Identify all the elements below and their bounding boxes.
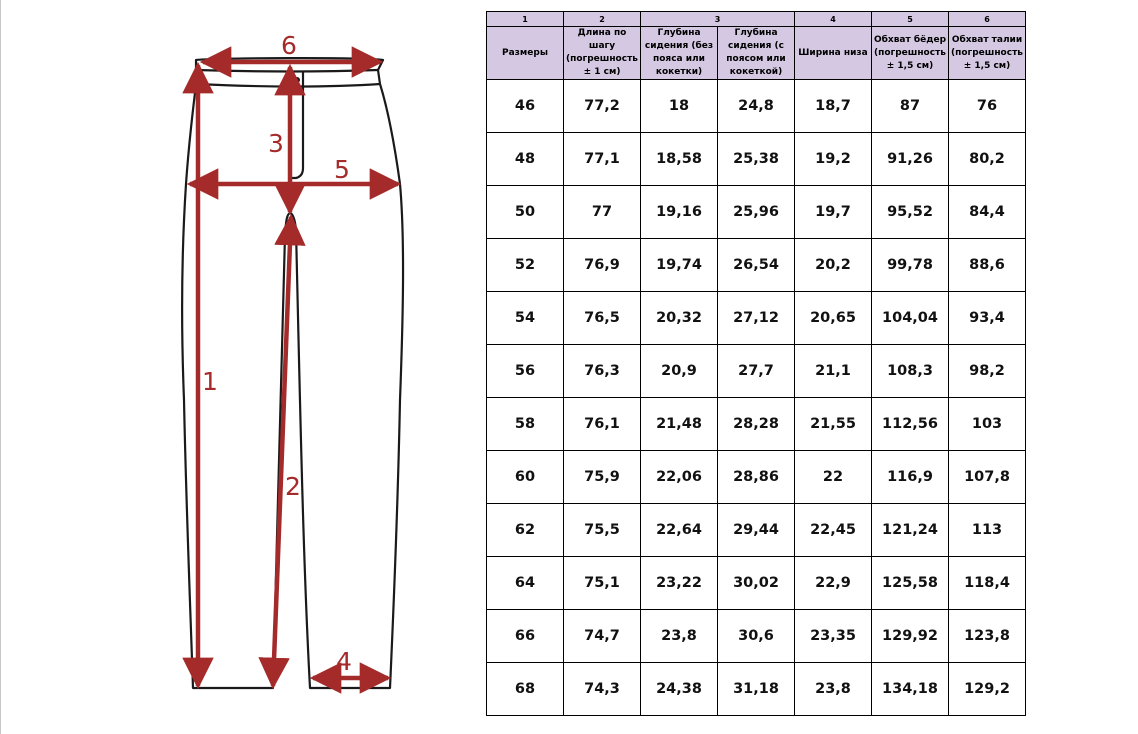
table-row — [487, 557, 1026, 610]
table-cell: 19,74 — [641, 239, 718, 292]
table-cell: 21,55 — [795, 398, 872, 451]
column-number: 4 — [795, 12, 872, 27]
header-hem-width: Ширина низа — [795, 27, 872, 80]
table-cell: 75,5 — [564, 504, 641, 557]
table-row — [487, 292, 1026, 345]
header-waist-girth: Обхват талии (погрешность ± 1,5 см) — [949, 27, 1026, 80]
trousers-drawing — [170, 30, 420, 700]
table-cell: 118,4 — [949, 557, 1026, 610]
table-cell: 19,2 — [795, 133, 872, 186]
table-cell: 23,8 — [641, 610, 718, 663]
header-rise-with-waistband: Глубина сидения (с поясом или кокеткой) — [718, 27, 795, 80]
table-cell: 28,86 — [718, 451, 795, 504]
label-4: 4 — [336, 647, 352, 676]
table-cell: 88,6 — [949, 239, 1026, 292]
trousers-diagram — [170, 30, 420, 700]
table-cell: 20,32 — [641, 292, 718, 345]
table-cell: 21,48 — [641, 398, 718, 451]
table-cell: 62 — [487, 504, 564, 557]
table-cell: 98,2 — [949, 345, 1026, 398]
table-row — [487, 80, 1026, 133]
table-cell: 56 — [487, 345, 564, 398]
table-row — [487, 504, 1026, 557]
table-cell: 20,65 — [795, 292, 872, 345]
table-cell: 76,3 — [564, 345, 641, 398]
table-cell: 18,58 — [641, 133, 718, 186]
table-cell: 116,9 — [872, 451, 949, 504]
table-cell: 68 — [487, 663, 564, 716]
table-cell: 25,96 — [718, 186, 795, 239]
table-body — [487, 80, 1026, 716]
table-cell: 23,22 — [641, 557, 718, 610]
table-cell: 27,7 — [718, 345, 795, 398]
table-cell: 77 — [564, 186, 641, 239]
column-number: 5 — [872, 12, 949, 27]
table-cell: 20,2 — [795, 239, 872, 292]
table-row — [487, 663, 1026, 716]
table-cell: 58 — [487, 398, 564, 451]
table-cell: 24,38 — [641, 663, 718, 716]
table-cell: 108,3 — [872, 345, 949, 398]
table-cell: 91,26 — [872, 133, 949, 186]
table-cell: 22 — [795, 451, 872, 504]
table-cell: 123,8 — [949, 610, 1026, 663]
table-cell: 107,8 — [949, 451, 1026, 504]
table-cell: 19,7 — [795, 186, 872, 239]
table-cell: 22,45 — [795, 504, 872, 557]
table-cell: 22,06 — [641, 451, 718, 504]
table-cell: 75,1 — [564, 557, 641, 610]
table-cell: 24,8 — [718, 80, 795, 133]
page-edge-line — [0, 0, 1, 734]
table-row — [487, 451, 1026, 504]
table-row — [487, 239, 1026, 292]
table-cell: 76,9 — [564, 239, 641, 292]
measurement-arrows — [190, 62, 398, 686]
header-rise-no-waistband: Глубина сидения (без пояса или кокетки) — [641, 27, 718, 80]
header-inseam: Длина по шагу (погрешность ± 1 см) — [564, 27, 641, 80]
table-row — [487, 398, 1026, 451]
table-cell: 30,6 — [718, 610, 795, 663]
table-cell: 50 — [487, 186, 564, 239]
table-cell: 30,02 — [718, 557, 795, 610]
table-cell: 19,16 — [641, 186, 718, 239]
column-number: 3 — [641, 12, 795, 27]
column-number: 2 — [564, 12, 641, 27]
table-cell: 66 — [487, 610, 564, 663]
table-cell: 77,2 — [564, 80, 641, 133]
table-cell: 20,9 — [641, 345, 718, 398]
table-cell: 93,4 — [949, 292, 1026, 345]
table-cell: 31,18 — [718, 663, 795, 716]
table-cell: 76 — [949, 80, 1026, 133]
table-cell: 46 — [487, 80, 564, 133]
table-cell: 80,2 — [949, 133, 1026, 186]
size-table — [486, 11, 1026, 716]
table-row — [487, 610, 1026, 663]
button-dot — [294, 77, 300, 83]
table-cell: 28,28 — [718, 398, 795, 451]
header-hip-girth: Обхват бёдер (погрешность ± 1,5 см) — [872, 27, 949, 80]
table-cell: 52 — [487, 239, 564, 292]
table-cell: 134,18 — [872, 663, 949, 716]
table-cell: 95,52 — [872, 186, 949, 239]
table-cell: 25,38 — [718, 133, 795, 186]
table-cell: 112,56 — [872, 398, 949, 451]
table-cell: 74,7 — [564, 610, 641, 663]
table-row — [487, 345, 1026, 398]
table-cell: 129,2 — [949, 663, 1026, 716]
table-row — [487, 186, 1026, 239]
column-number: 6 — [949, 12, 1026, 27]
table-cell: 60 — [487, 451, 564, 504]
table-cell: 76,5 — [564, 292, 641, 345]
table-cell: 29,44 — [718, 504, 795, 557]
table-cell: 84,4 — [949, 186, 1026, 239]
table-cell: 121,24 — [872, 504, 949, 557]
table-cell: 22,64 — [641, 504, 718, 557]
table-cell: 23,8 — [795, 663, 872, 716]
column-number: 1 — [487, 12, 564, 27]
table-cell: 87 — [872, 80, 949, 133]
label-1: 1 — [202, 367, 218, 396]
header-row — [487, 27, 1026, 80]
table-cell: 26,54 — [718, 239, 795, 292]
table-cell: 18,7 — [795, 80, 872, 133]
label-6: 6 — [281, 31, 297, 60]
table-cell: 54 — [487, 292, 564, 345]
table-cell: 75,9 — [564, 451, 641, 504]
label-5: 5 — [334, 155, 350, 184]
table-cell: 18 — [641, 80, 718, 133]
label-3: 3 — [268, 129, 284, 158]
table-row — [487, 133, 1026, 186]
header-sizes: Размеры — [487, 27, 564, 80]
table-cell: 77,1 — [564, 133, 641, 186]
table-cell: 74,3 — [564, 663, 641, 716]
table-cell: 48 — [487, 133, 564, 186]
table-cell: 103 — [949, 398, 1026, 451]
table-cell: 125,58 — [872, 557, 949, 610]
table-cell: 99,78 — [872, 239, 949, 292]
table-cell: 22,9 — [795, 557, 872, 610]
table-cell: 64 — [487, 557, 564, 610]
table-cell: 129,92 — [872, 610, 949, 663]
label-2: 2 — [285, 472, 301, 501]
table-cell: 21,1 — [795, 345, 872, 398]
column-number-row — [487, 12, 1026, 27]
table-cell: 23,35 — [795, 610, 872, 663]
table-cell: 104,04 — [872, 292, 949, 345]
table-cell: 27,12 — [718, 292, 795, 345]
table-cell: 113 — [949, 504, 1026, 557]
table-cell: 76,1 — [564, 398, 641, 451]
